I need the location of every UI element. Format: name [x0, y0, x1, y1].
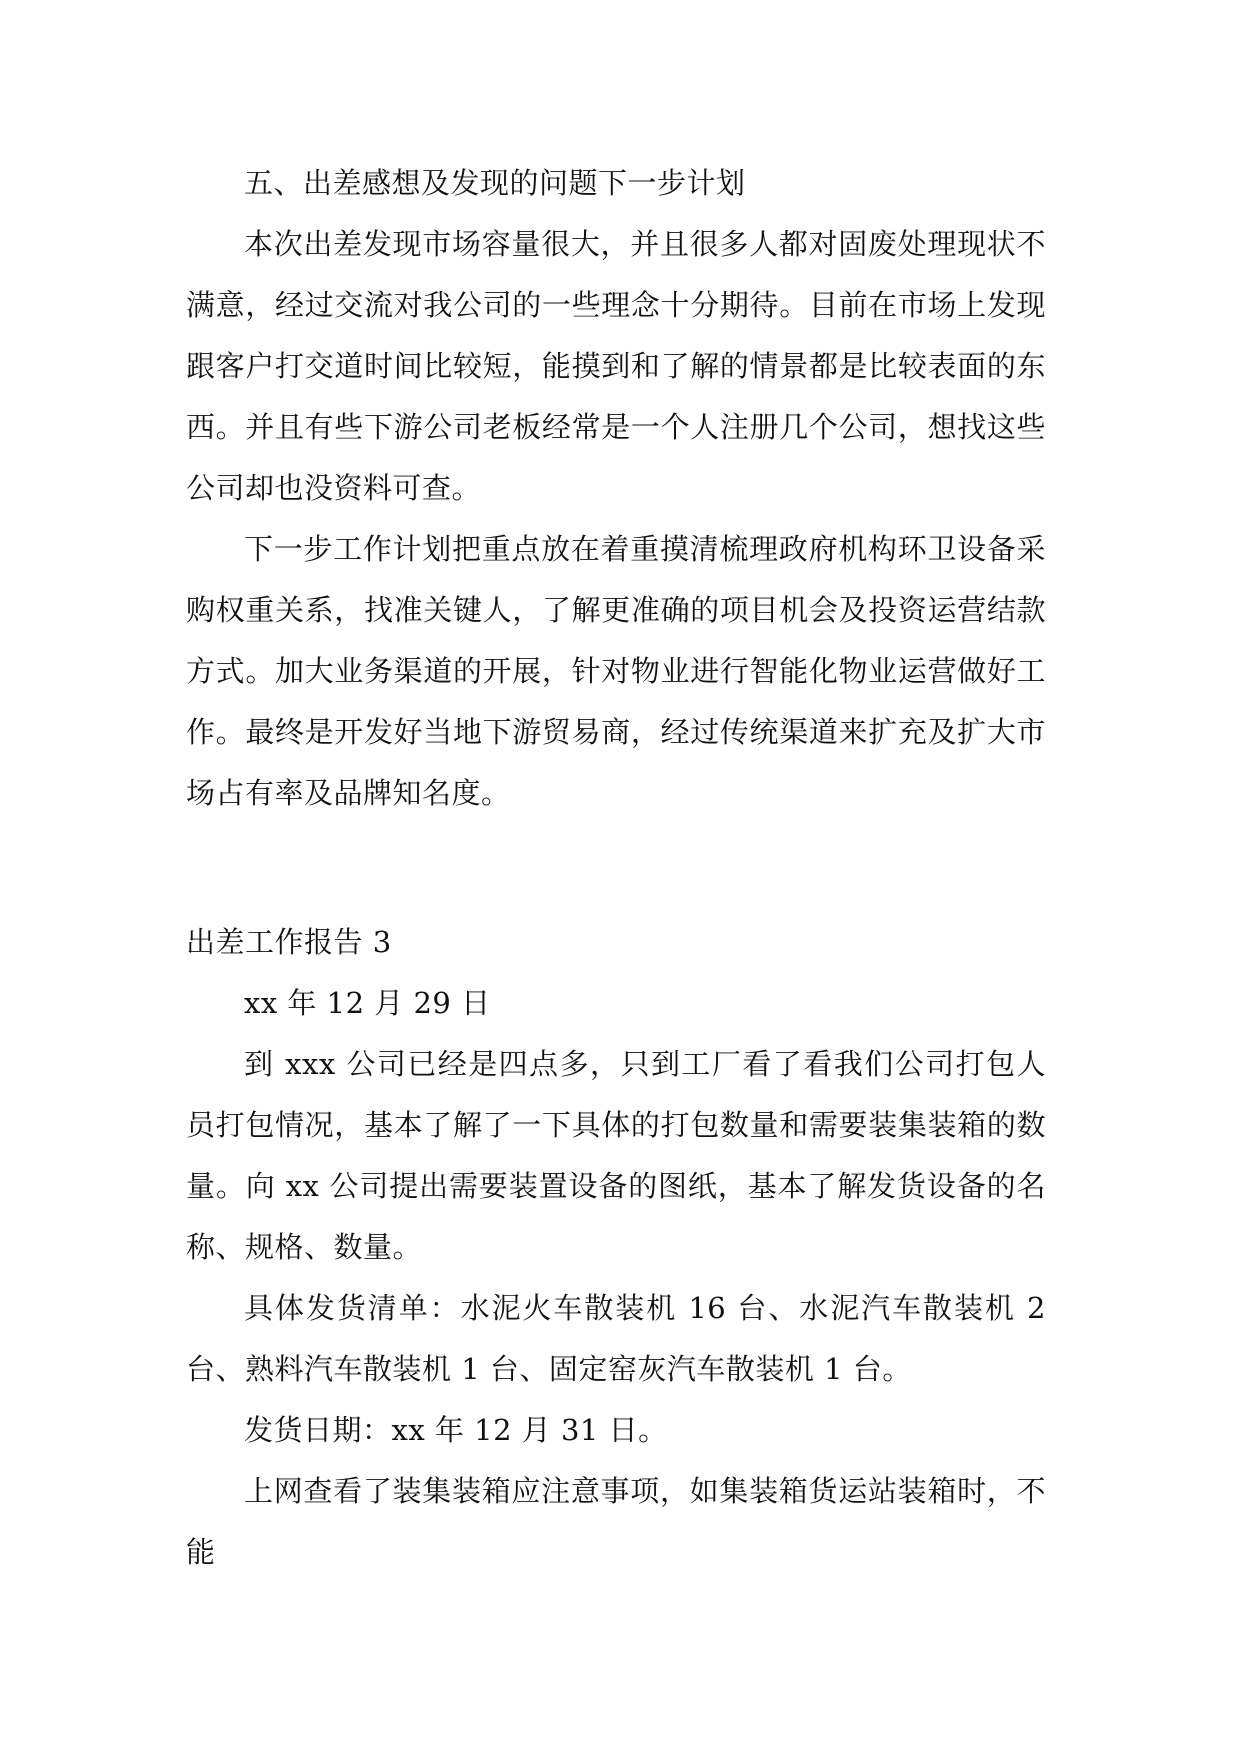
- document-body: [186, 153, 1046, 1583]
- report-date: xx 年 12 月 29 日: [244, 986, 491, 1020]
- paragraph-shipping-list: 具体发货清单：水泥火车散装机 16 台、水泥汽车散装机 2 台、熟料汽车散装机 1 台、固定窑灰汽车散装机 1 台。: [186, 1291, 1046, 1386]
- paragraph-market-findings: 本次出差发现市场容量很大，并且很多人都对固废处理现状不满意，经过交流对我公司的一些理念十分期待。目前在市场上发现跟客户打交道时间比较短，能摸到和了解的情景都是比较表面的东西。并且有些下游公司老板经常是一个人注册几个公司，想找这些公司却也没资料可查。: [186, 227, 1046, 505]
- paragraph-shipping-date: 发货日期：xx 年 12 月 31 日。: [244, 1413, 668, 1447]
- section-heading: 五、出差感想及发现的问题下一步计划: [244, 166, 746, 200]
- report-title: 出差工作报告 3: [186, 925, 392, 959]
- paragraph-next-plan: 下一步工作计划把重点放在着重摸清梳理政府机构环卫设备采购权重关系，找准关键人，了解更准确的项目机会及投资运营结款方式。加大业务渠道的开展，针对物业进行智能化物业运营做好工作。最终是开发好当地下游贸易商，经过传统渠道来扩充及扩大市场占有率及品牌知名度。: [186, 532, 1046, 810]
- paragraph-container-notes: 上网查看了装集装箱应注意事项，如集装箱货运站装箱时，不能: [186, 1474, 1046, 1569]
- paragraph-factory-visit: 到 xxx 公司已经是四点多，只到工厂看了看我们公司打包人员打包情况，基本了解了一下具体的打包数量和需要装集装箱的数量。向 xx 公司提出需要装置设备的图纸，基本了解发货设备的名称、规格、数量。: [186, 1047, 1046, 1264]
